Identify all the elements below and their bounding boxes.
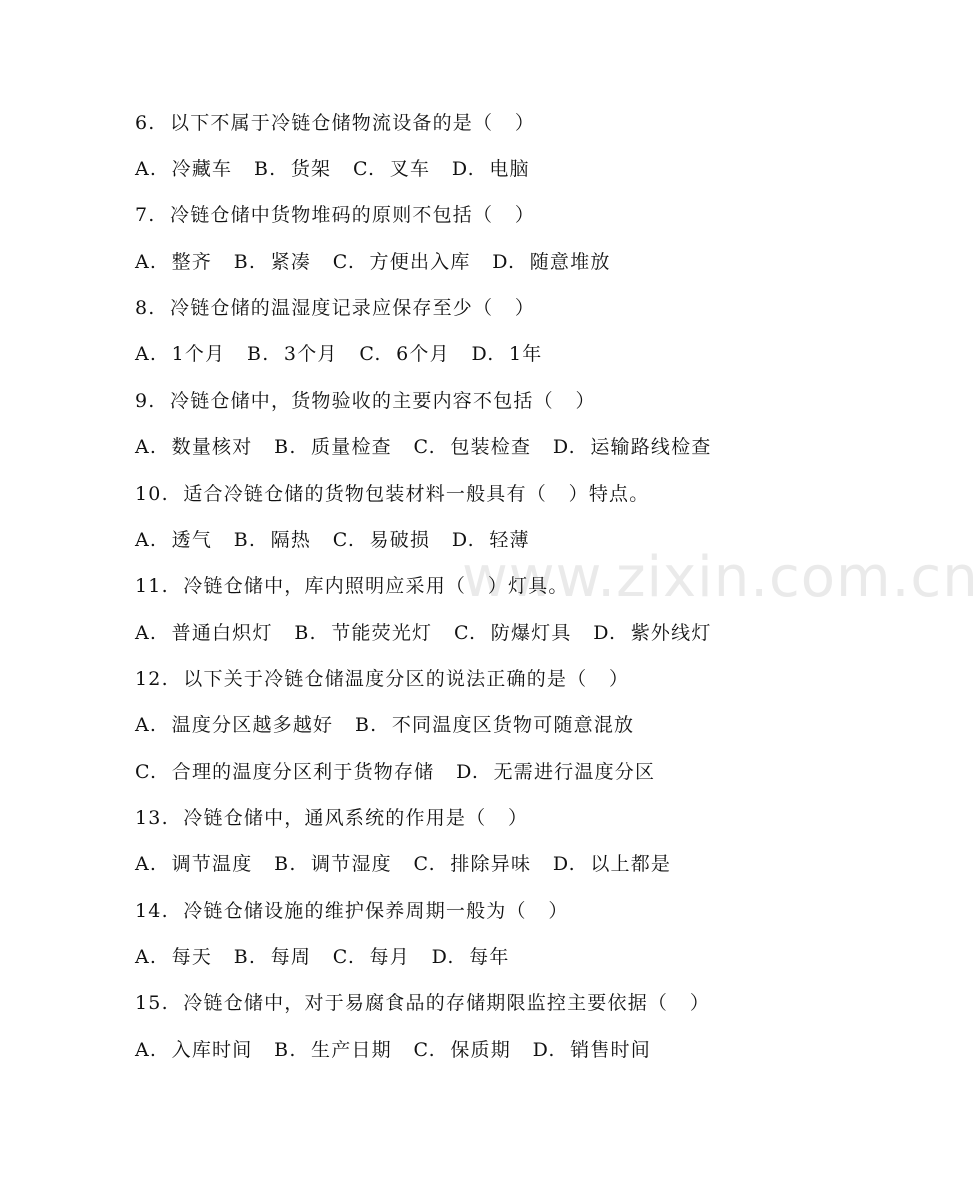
question-9: 9. 冷链仓储中，货物验收的主要内容不包括（ ） — [135, 390, 596, 412]
question-8: 8. 冷链仓储的温湿度记录应保存至少（ ） — [135, 297, 536, 319]
options-14: A. 每天 B. 每周 C. 每月 D. 每年 — [135, 946, 510, 968]
watermark: www.zixin.com.cn — [462, 545, 979, 610]
question-13: 13. 冷链仓储中，通风系统的作用是（ ） — [135, 807, 529, 829]
options-12-c-d: C. 合理的温度分区利于货物存储 D. 无需进行温度分区 — [135, 761, 656, 783]
options-11: A. 普通白炽灯 B. 节能荧光灯 C. 防爆灯具 D. 紫外线灯 — [135, 622, 712, 644]
options-15: A. 入库时间 B. 生产日期 C. 保质期 D. 销售时间 — [135, 1039, 651, 1061]
question-15: 15. 冷链仓储中，对于易腐食品的存储期限监控主要依据（ ） — [135, 992, 711, 1014]
options-10: A. 透气 B. 隔热 C. 易破损 D. 轻薄 — [135, 529, 530, 551]
options-7: A. 整齐 B. 紧凑 C. 方便出入库 D. 随意堆放 — [135, 251, 611, 273]
question-10: 10. 适合冷链仓储的货物包装材料一般具有（ ）特点。 — [135, 483, 650, 505]
question-12: 12. 以下关于冷链仓储温度分区的说法正确的是（ ） — [135, 668, 630, 690]
question-11: 11. 冷链仓储中，库内照明应采用（ ）灯具。 — [135, 575, 569, 597]
options-13: A. 调节温度 B. 调节湿度 C. 排除异味 D. 以上都是 — [135, 853, 672, 875]
options-12-a-b: A. 温度分区越多越好 B. 不同温度区货物可随意混放 — [135, 714, 635, 736]
options-6: A. 冷藏车 B. 货架 C. 叉车 D. 电脑 — [135, 158, 530, 180]
question-6: 6. 以下不属于冷链仓储物流设备的是（ ） — [135, 112, 536, 134]
options-9: A. 数量核对 B. 质量检查 C. 包装检查 D. 运输路线检查 — [135, 436, 712, 458]
question-14: 14. 冷链仓储设施的维护保养周期一般为（ ） — [135, 900, 569, 922]
question-7: 7. 冷链仓储中货物堆码的原则不包括（ ） — [135, 204, 536, 226]
options-8: A. 1个月 B. 3个月 C. 6个月 D. 1年 — [135, 343, 543, 365]
